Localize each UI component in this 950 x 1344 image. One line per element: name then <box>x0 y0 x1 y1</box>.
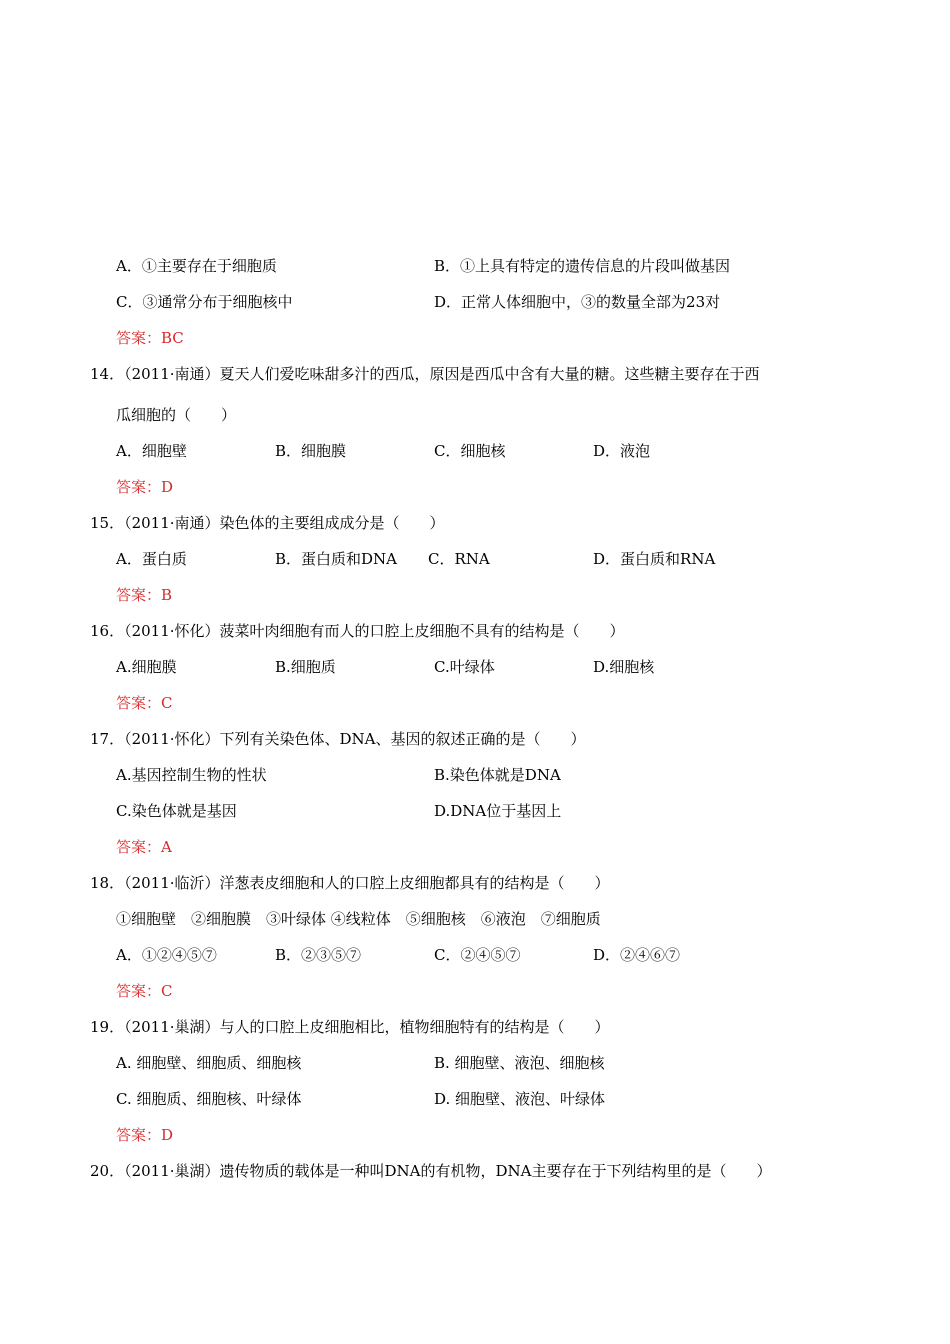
q20-stem: 20．（2011·巢湖）遗传物质的载体是一种叫DNA的有机物，DNA主要存在于下列结构里的是（ ） <box>90 1162 772 1180</box>
q19-option-d: D. 细胞壁、液泡、叶绿体 <box>434 1090 606 1108</box>
q13-option-a: A．①主要存在于细胞质 <box>116 257 277 275</box>
q15-option-a: A．蛋白质 <box>116 550 187 568</box>
q16-option-d: D.细胞核 <box>593 658 655 676</box>
q18-option-d: D．②④⑥⑦ <box>593 946 681 964</box>
q14-option-b: B．细胞膜 <box>275 442 347 460</box>
q13-option-d: D．正常人体细胞中，③的数量全部为23对 <box>434 293 721 311</box>
q19-option-a: A. 细胞壁、细胞质、细胞核 <box>116 1054 302 1072</box>
q17-option-a: A.基因控制生物的性状 <box>116 766 267 784</box>
q17-option-b: B.染色体就是DNA <box>434 766 561 784</box>
q19-option-c: C. 细胞质、细胞核、叶绿体 <box>116 1090 302 1108</box>
q14-stem-line2: 瓜细胞的（ ） <box>116 406 237 424</box>
q19-option-b: B. 细胞壁、液泡、细胞核 <box>434 1054 605 1072</box>
q16-option-b: B.细胞质 <box>275 658 336 676</box>
q16-option-a: A.细胞膜 <box>116 658 177 676</box>
q14-option-a: A．细胞壁 <box>116 442 187 460</box>
q13-option-c: C．③通常分布于细胞核中 <box>116 293 293 311</box>
q16-option-c: C.叶绿体 <box>434 658 495 676</box>
q18-items: ①细胞壁 ②细胞膜 ③叶绿体 ④线粒体 ⑤细胞核 ⑥液泡 ⑦细胞质 <box>116 910 601 928</box>
q18-option-c: C．②④⑤⑦ <box>434 946 521 964</box>
q17-option-d: D.DNA位于基因上 <box>434 802 562 820</box>
q16-stem: 16．（2011·怀化）菠菜叶肉细胞有而人的口腔上皮细胞不具有的结构是（ ） <box>90 622 625 640</box>
q15-stem: 15．（2011·南通）染色体的主要组成成分是（ ） <box>90 514 445 532</box>
q18-option-b: B．②③⑤⑦ <box>275 946 362 964</box>
q13-option-b: B．①上具有特定的遗传信息的片段叫做基因 <box>434 257 731 275</box>
q13-answer: 答案：BC <box>116 329 184 347</box>
q17-option-c: C.染色体就是基因 <box>116 802 237 820</box>
q14-option-d: D．液泡 <box>593 442 651 460</box>
q19-stem: 19．（2011·巢湖）与人的口腔上皮细胞相比，植物细胞特有的结构是（ ） <box>90 1018 610 1036</box>
q16-answer: 答案：C <box>116 694 173 712</box>
q15-answer: 答案：B <box>116 586 173 604</box>
q14-answer: 答案：D <box>116 478 174 496</box>
q18-stem: 18．（2011·临沂）洋葱表皮细胞和人的口腔上皮细胞都具有的结构是（ ） <box>90 874 610 892</box>
q18-option-a: A．①②④⑤⑦ <box>116 946 217 964</box>
q14-option-c: C．细胞核 <box>434 442 506 460</box>
q17-answer: 答案：A <box>116 838 172 856</box>
q15-option-c: C．RNA <box>428 550 490 568</box>
q15-option-b: B．蛋白质和DNA <box>275 550 398 568</box>
q15-option-d: D．蛋白质和RNA <box>593 550 716 568</box>
q18-answer: 答案：C <box>116 982 173 1000</box>
q14-stem-line1: 14．（2011·南通）夏天人们爱吃味甜多汁的西瓜，原因是西瓜中含有大量的糖。这些糖主要存在于西 <box>90 365 760 383</box>
q19-answer: 答案：D <box>116 1126 174 1144</box>
q17-stem: 17．（2011·怀化）下列有关染色体、DNA、基因的叙述正确的是（ ） <box>90 730 586 748</box>
